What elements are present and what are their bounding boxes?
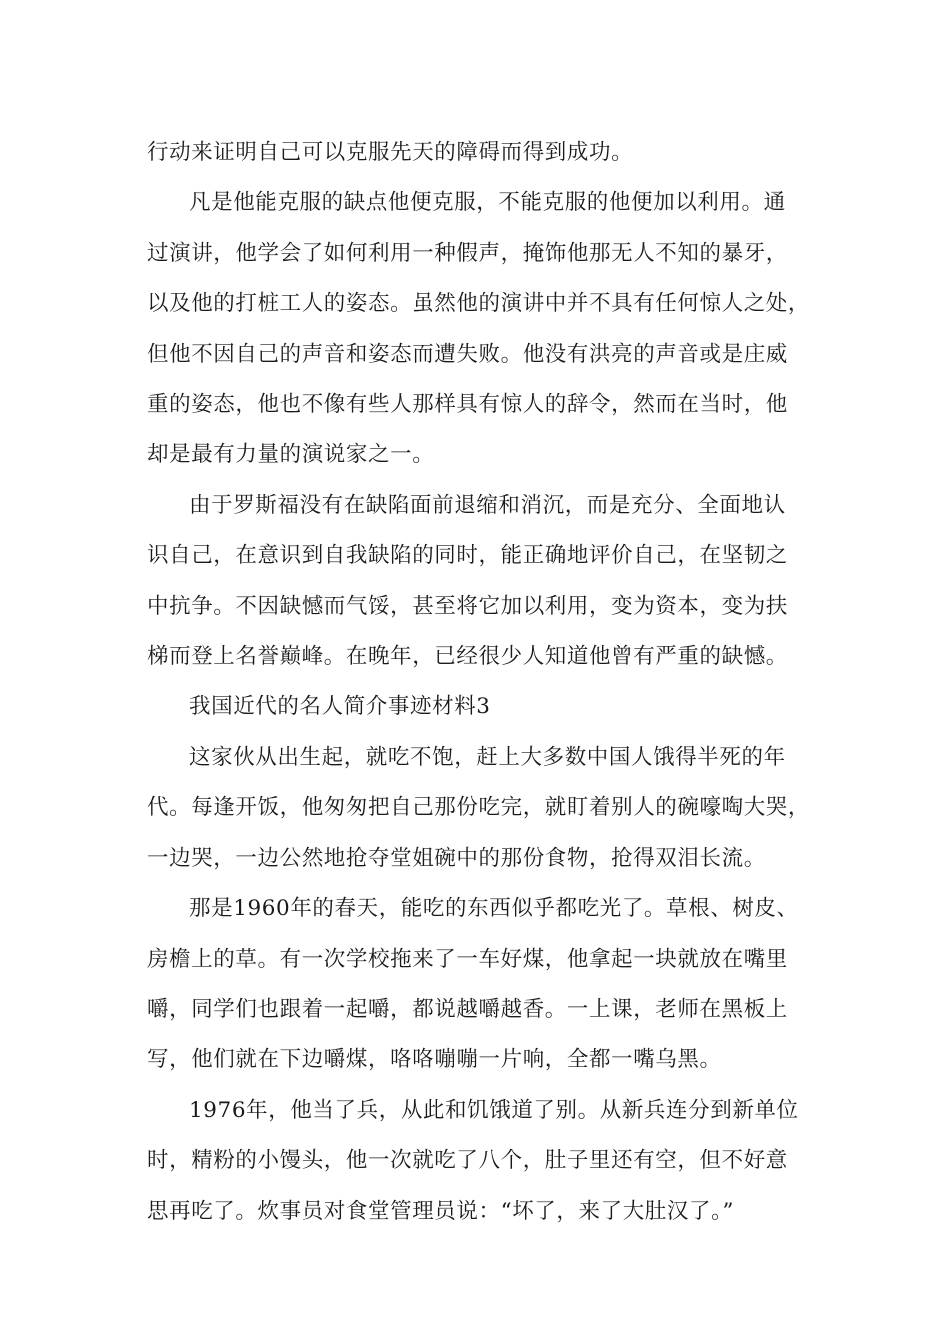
text-line: 中抗争。不因缺憾而气馁，甚至将它加以利用，变为资本，变为扶 [147, 593, 788, 619]
text-line: 写，他们就在下边嚼煤，咯咯嘣嘣一片响，全都一嘴乌黑。 [147, 1047, 722, 1073]
paragraph-start-line: 由于罗斯福没有在缺陷面前退缩和消沉，而是充分、全面地认 [189, 492, 786, 518]
text-line: 以及他的打桩工人的姿态。虽然他的演讲中并不具有任何惊人之处， [147, 291, 811, 317]
text-line: 房檐上的草。有一次学校拖来了一车好煤，他拿起一块就放在嘴里 [147, 946, 788, 972]
text-line: 行动来证明自己可以克服先天的障碍而得到成功。 [147, 140, 634, 165]
text-line: 重的姿态，他也不像有些人那样具有惊人的辞令，然而在当时，他 [147, 392, 788, 418]
text-line: 代。每逢开饭，他匆匆把自己那份吃完，就盯着别人的碗嚎啕大哭， [147, 795, 811, 821]
paragraph-start-line: 那是1960年的春天，能吃的东西似乎都吃光了。草根、树皮、 [189, 896, 799, 922]
paragraph-start-line: 这家伙从出生起，就吃不饱，赶上大多数中国人饿得半死的年 [189, 744, 786, 770]
document-body [147, 128, 822, 1237]
text-line: 梯而登上名誉巅峰。在晚年，已经很少人知道他曾有严重的缺憾。 [147, 644, 788, 670]
paragraph-start-line: 凡是他能克服的缺点他便克服，不能克服的他便加以利用。通 [189, 190, 786, 216]
text-line: 却是最有力量的演说家之一。 [147, 442, 435, 468]
text-line: 但他不因自己的声音和姿态而遭失败。他没有洪亮的声音或是庄威 [147, 341, 788, 367]
text-line: 过演讲，他学会了如何利用一种假声，掩饰他那无人不知的暴牙， [147, 240, 788, 266]
text-line: 时，精粉的小馒头，他一次就吃了八个，肚子里还有空，但不好意 [147, 1148, 788, 1174]
paragraph-start-line: 1976年，他当了兵，从此和饥饿道了别。从新兵连分到新单位 [189, 1097, 799, 1123]
text-line: 识自己，在意识到自我缺陷的同时，能正确地评价自己，在坚韧之 [147, 543, 788, 569]
text-line: 一边哭，一边公然地抢夺堂姐碗中的那份食物，抢得双泪长流。 [147, 845, 766, 871]
text-line: 思再吃了。炊事员对食堂管理员说：“坏了，来了大肚汉了。” [147, 1198, 735, 1224]
section-heading: 我国近代的名人简介事迹材料3 [189, 694, 491, 720]
text-line: 嚼，同学们也跟着一起嚼，都说越嚼越香。一上课，老师在黑板上 [147, 996, 788, 1022]
